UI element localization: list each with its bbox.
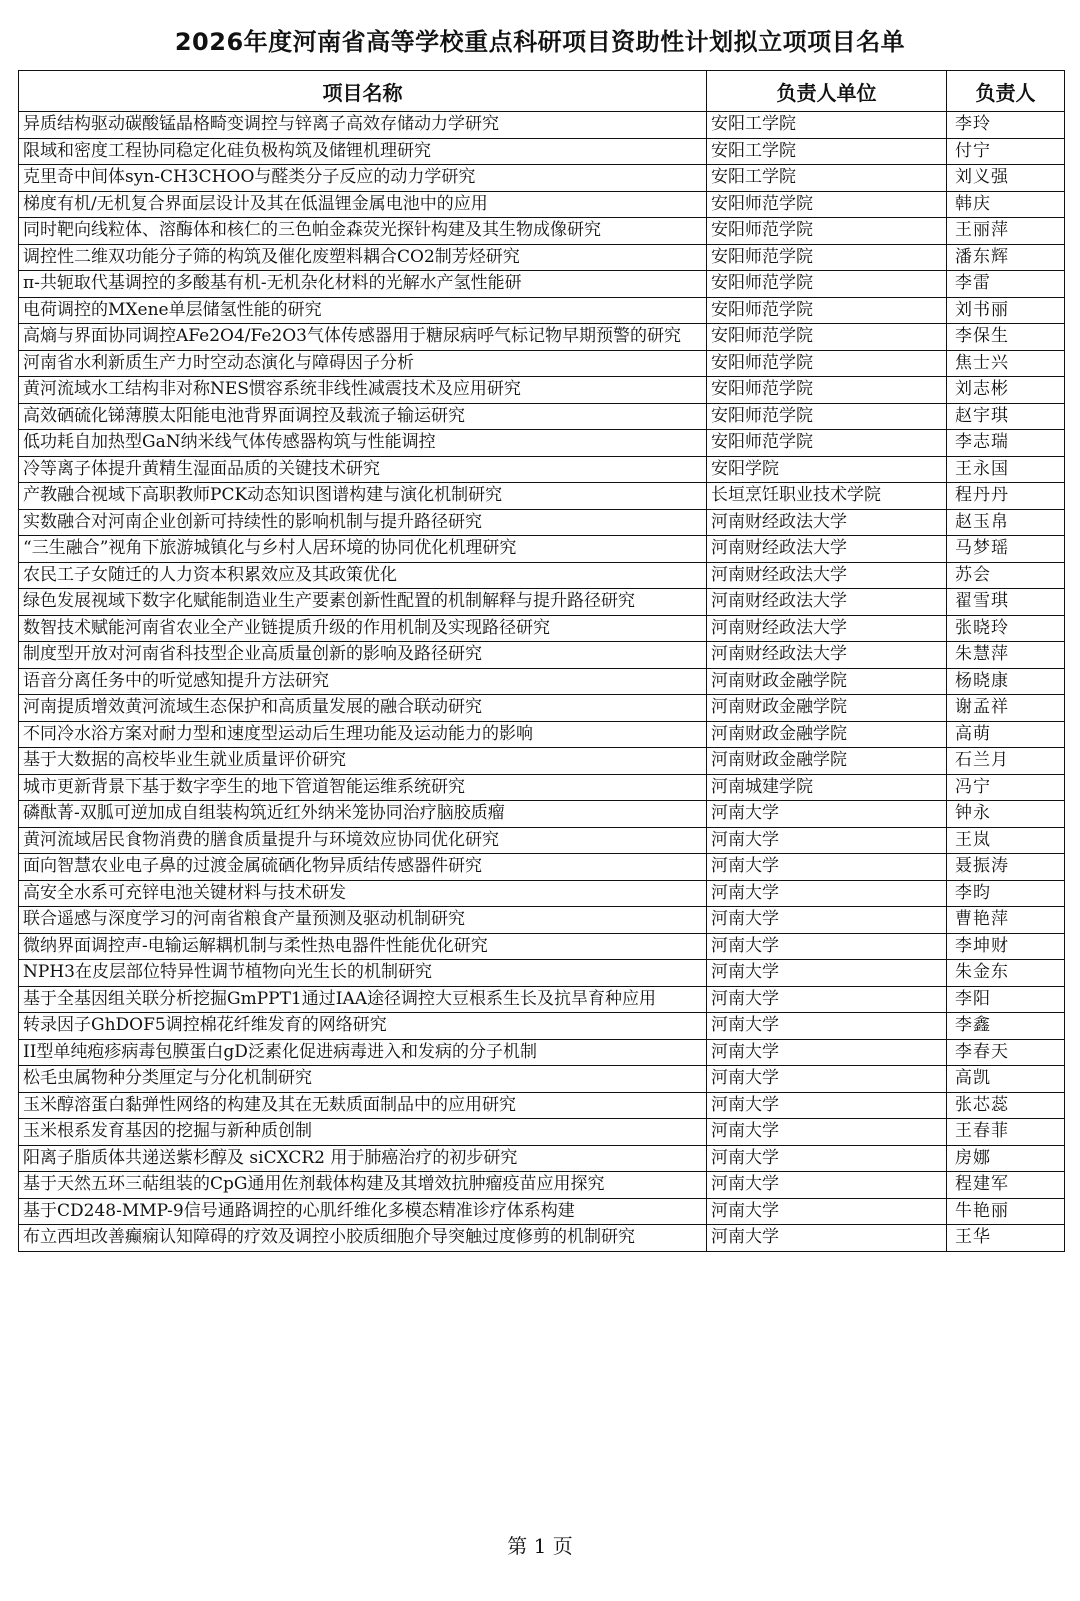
- unit-cell: 安阳学院: [707, 456, 947, 483]
- unit-cell: 安阳师范学院: [707, 297, 947, 324]
- project-name-cell: 异质结构驱动碳酸锰晶格畸变调控与锌离子高效存储动力学研究: [19, 112, 707, 139]
- person-cell: 潘东辉: [947, 244, 1065, 271]
- table-row: [19, 403, 1065, 430]
- table-row: [19, 165, 1065, 192]
- table-row: [19, 430, 1065, 457]
- project-name-cell: 玉米根系发育基因的挖掘与新种质创制: [19, 1119, 707, 1146]
- project-name-cell: 产教融合视域下高职教师PCK动态知识图谱构建与演化机制研究: [19, 483, 707, 510]
- unit-cell: 安阳师范学院: [707, 218, 947, 245]
- project-name-cell: 面向智慧农业电子鼻的过渡金属硫硒化物异质结传感器件研究: [19, 854, 707, 881]
- person-cell: 付宁: [947, 138, 1065, 165]
- project-name-cell: 不同冷水浴方案对耐力型和速度型运动后生理功能及运动能力的影响: [19, 721, 707, 748]
- project-name-cell: 微纳界面调控声-电输运解耦机制与柔性热电器件性能优化研究: [19, 933, 707, 960]
- unit-cell: 河南大学: [707, 1092, 947, 1119]
- table-row: [19, 827, 1065, 854]
- unit-cell: 河南财经政法大学: [707, 615, 947, 642]
- project-name-cell: 联合遥感与深度学习的河南省粮食产量预测及驱动机制研究: [19, 907, 707, 934]
- person-cell: 高萌: [947, 721, 1065, 748]
- unit-cell: 安阳工学院: [707, 112, 947, 139]
- table-row: [19, 191, 1065, 218]
- unit-cell: 河南财经政法大学: [707, 509, 947, 536]
- unit-cell: 安阳师范学院: [707, 377, 947, 404]
- person-cell: 程建军: [947, 1172, 1065, 1199]
- person-cell: 李鑫: [947, 1013, 1065, 1040]
- person-cell: 李春天: [947, 1039, 1065, 1066]
- person-cell: 钟永: [947, 801, 1065, 828]
- table-body: [19, 112, 1065, 1252]
- person-cell: 李玲: [947, 112, 1065, 139]
- unit-cell: 河南大学: [707, 1172, 947, 1199]
- table-row: [19, 774, 1065, 801]
- person-cell: 苏会: [947, 562, 1065, 589]
- person-cell: 曹艳萍: [947, 907, 1065, 934]
- unit-cell: 安阳师范学院: [707, 403, 947, 430]
- project-name-cell: II型单纯疱疹病毒包膜蛋白gD泛素化促进病毒进入和发病的分子机制: [19, 1039, 707, 1066]
- project-name-cell: 冷等离子体提升黄精生湿面品质的关键技术研究: [19, 456, 707, 483]
- page-title: 2026年度河南省高等学校重点科研项目资助性计划拟立项项目名单: [174, 28, 906, 56]
- unit-cell: 河南财经政法大学: [707, 536, 947, 563]
- project-name-cell: π-共轭取代基调控的多酸基有机-无机杂化材料的光解水产氢性能研: [19, 271, 707, 298]
- project-name-cell: 同时靶向线粒体、溶酶体和核仁的三色帕金森荧光探针构建及其生物成像研究: [19, 218, 707, 245]
- project-name-cell: 松毛虫属物种分类厘定与分化机制研究: [19, 1066, 707, 1093]
- unit-cell: 长垣烹饪职业技术学院: [707, 483, 947, 510]
- unit-cell: 河南大学: [707, 986, 947, 1013]
- unit-cell: 河南大学: [707, 1066, 947, 1093]
- table-row: [19, 615, 1065, 642]
- table-row: [19, 801, 1065, 828]
- person-cell: 张晓玲: [947, 615, 1065, 642]
- unit-cell: 河南大学: [707, 1145, 947, 1172]
- person-cell: 王永国: [947, 456, 1065, 483]
- project-name-cell: 高安全水系可充锌电池关键材料与技术研发: [19, 880, 707, 907]
- project-name-cell: 玉米醇溶蛋白黏弹性网络的构建及其在无麸质面制品中的应用研究: [19, 1092, 707, 1119]
- unit-cell: 河南财政金融学院: [707, 721, 947, 748]
- table-row: [19, 960, 1065, 987]
- person-cell: 李保生: [947, 324, 1065, 351]
- project-name-cell: 高效硒硫化锑薄膜太阳能电池背界面调控及载流子输运研究: [19, 403, 707, 430]
- table-row: [19, 1198, 1065, 1225]
- header-project-name: 项目名称: [19, 71, 707, 112]
- person-cell: 房娜: [947, 1145, 1065, 1172]
- project-name-cell: 河南省水利新质生产力时空动态演化与障碍因子分析: [19, 350, 707, 377]
- table-row: [19, 112, 1065, 139]
- person-cell: 朱金东: [947, 960, 1065, 987]
- unit-cell: 安阳师范学院: [707, 430, 947, 457]
- project-name-cell: 基于天然五环三萜组装的CpG通用佐剂载体构建及其增效抗肿瘤疫苗应用探究: [19, 1172, 707, 1199]
- project-name-cell: 布立西坦改善癫痫认知障碍的疗效及调控小胶质细胞介导突触过度修剪的机制研究: [19, 1225, 707, 1252]
- table-row: [19, 907, 1065, 934]
- unit-cell: 安阳师范学院: [707, 271, 947, 298]
- unit-cell: 河南大学: [707, 1013, 947, 1040]
- person-cell: 冯宁: [947, 774, 1065, 801]
- table-row: [19, 218, 1065, 245]
- project-table: [18, 70, 1065, 1252]
- table-row: [19, 562, 1065, 589]
- person-cell: 赵玉帛: [947, 509, 1065, 536]
- unit-cell: 河南大学: [707, 880, 947, 907]
- project-name-cell: 绿色发展视域下数字化赋能制造业生产要素创新性配置的机制解释与提升路径研究: [19, 589, 707, 616]
- unit-cell: 河南大学: [707, 854, 947, 881]
- person-cell: 赵宇琪: [947, 403, 1065, 430]
- table-row: [19, 244, 1065, 271]
- unit-cell: 河南大学: [707, 960, 947, 987]
- project-name-cell: 黄河流域居民食物消费的膳食质量提升与环境效应协同优化研究: [19, 827, 707, 854]
- header-unit: 负责人单位: [707, 71, 947, 112]
- person-cell: 王丽萍: [947, 218, 1065, 245]
- table-row: [19, 138, 1065, 165]
- project-name-cell: 农民工子女随迁的人力资本积累效应及其政策优化: [19, 562, 707, 589]
- person-cell: 李昀: [947, 880, 1065, 907]
- page-number: 第 1 页: [507, 1534, 573, 1558]
- project-name-cell: 克里奇中间体syn-CH3CHOO与醛类分子反应的动力学研究: [19, 165, 707, 192]
- project-name-cell: 低功耗自加热型GaN纳米线气体传感器构筑与性能调控: [19, 430, 707, 457]
- table-row: [19, 1013, 1065, 1040]
- person-cell: 张芯蕊: [947, 1092, 1065, 1119]
- person-cell: 焦士兴: [947, 350, 1065, 377]
- table-row: [19, 642, 1065, 669]
- project-name-cell: 转录因子GhDOF5调控棉花纤维发育的网络研究: [19, 1013, 707, 1040]
- table-row: [19, 1066, 1065, 1093]
- person-cell: 李雷: [947, 271, 1065, 298]
- table-row: [19, 456, 1065, 483]
- project-name-cell: 磷酞菁-双胍可逆加成自组装构筑近红外纳米笼协同治疗脑胶质瘤: [19, 801, 707, 828]
- person-cell: 刘义强: [947, 165, 1065, 192]
- unit-cell: 河南大学: [707, 1198, 947, 1225]
- unit-cell: 河南城建学院: [707, 774, 947, 801]
- table-row: [19, 1172, 1065, 1199]
- project-name-cell: 数智技术赋能河南省农业全产业链提质升级的作用机制及实现路径研究: [19, 615, 707, 642]
- table-row: [19, 536, 1065, 563]
- project-name-cell: 基于大数据的高校毕业生就业质量评价研究: [19, 748, 707, 775]
- unit-cell: 河南财政金融学院: [707, 695, 947, 722]
- person-cell: 刘书丽: [947, 297, 1065, 324]
- table-row: [19, 1119, 1065, 1146]
- unit-cell: 河南财经政法大学: [707, 562, 947, 589]
- header-person: 负责人: [947, 71, 1065, 112]
- table-row: [19, 324, 1065, 351]
- table-header-row: [19, 71, 1065, 112]
- unit-cell: 河南大学: [707, 1119, 947, 1146]
- project-name-cell: 基于全基因组关联分析挖掘GmPPT1通过IAA途径调控大豆根系生长及抗旱育种应用: [19, 986, 707, 1013]
- person-cell: 王春菲: [947, 1119, 1065, 1146]
- unit-cell: 河南财政金融学院: [707, 748, 947, 775]
- project-name-cell: 黄河流域水工结构非对称NES惯容系统非线性减震技术及应用研究: [19, 377, 707, 404]
- person-cell: 朱慧萍: [947, 642, 1065, 669]
- table-row: [19, 377, 1065, 404]
- project-name-cell: 调控性二维双功能分子筛的构筑及催化废塑料耦合CO2制芳烃研究: [19, 244, 707, 271]
- project-name-cell: NPH3在皮层部位特异性调节植物向光生长的机制研究: [19, 960, 707, 987]
- project-name-cell: 城市更新背景下基于数字孪生的地下管道智能运维系统研究: [19, 774, 707, 801]
- table-row: [19, 880, 1065, 907]
- table-row: [19, 668, 1065, 695]
- person-cell: 韩庆: [947, 191, 1065, 218]
- table-row: [19, 271, 1065, 298]
- unit-cell: 河南大学: [707, 827, 947, 854]
- person-cell: 石兰月: [947, 748, 1065, 775]
- person-cell: 高凯: [947, 1066, 1065, 1093]
- table-row: [19, 509, 1065, 536]
- unit-cell: 安阳师范学院: [707, 191, 947, 218]
- project-name-cell: 电荷调控的MXene单层储氢性能的研究: [19, 297, 707, 324]
- unit-cell: 河南大学: [707, 801, 947, 828]
- unit-cell: 安阳师范学院: [707, 350, 947, 377]
- unit-cell: 河南财经政法大学: [707, 589, 947, 616]
- project-name-cell: 高熵与界面协同调控AFe2O4/Fe2O3气体传感器用于糖尿病呼气标记物早期预警的研究: [19, 324, 707, 351]
- project-name-cell: 基于CD248-MMP-9信号通路调控的心肌纤维化多模态精准诊疗体系构建: [19, 1198, 707, 1225]
- table-row: [19, 1225, 1065, 1252]
- table-row: [19, 986, 1065, 1013]
- unit-cell: 安阳师范学院: [707, 244, 947, 271]
- person-cell: 杨晓康: [947, 668, 1065, 695]
- table-row: [19, 695, 1065, 722]
- person-cell: 谢孟祥: [947, 695, 1065, 722]
- table-row: [19, 483, 1065, 510]
- table-row: [19, 1145, 1065, 1172]
- unit-cell: 安阳工学院: [707, 138, 947, 165]
- unit-cell: 河南财经政法大学: [707, 642, 947, 669]
- table-row: [19, 1039, 1065, 1066]
- table-row: [19, 1092, 1065, 1119]
- table-row: [19, 589, 1065, 616]
- person-cell: 李阳: [947, 986, 1065, 1013]
- project-name-cell: 阳离子脂质体共递送紫杉醇及 siCXCR2 用于肺癌治疗的初步研究: [19, 1145, 707, 1172]
- unit-cell: 安阳工学院: [707, 165, 947, 192]
- project-name-cell: 河南提质增效黄河流域生态保护和高质量发展的融合联动研究: [19, 695, 707, 722]
- unit-cell: 河南大学: [707, 933, 947, 960]
- table-row: [19, 297, 1065, 324]
- project-name-cell: 梯度有机/无机复合界面层设计及其在低温锂金属电池中的应用: [19, 191, 707, 218]
- person-cell: 刘志彬: [947, 377, 1065, 404]
- unit-cell: 河南大学: [707, 1225, 947, 1252]
- project-name-cell: 语音分离任务中的听觉感知提升方法研究: [19, 668, 707, 695]
- person-cell: 聂振涛: [947, 854, 1065, 881]
- table-row: [19, 933, 1065, 960]
- unit-cell: 河南大学: [707, 1039, 947, 1066]
- project-name-cell: 实数融合对河南企业创新可持续性的影响机制与提升路径研究: [19, 509, 707, 536]
- unit-cell: 河南大学: [707, 907, 947, 934]
- person-cell: 翟雪琪: [947, 589, 1065, 616]
- table-row: [19, 748, 1065, 775]
- project-name-cell: “三生融合”视角下旅游城镇化与乡村人居环境的协同优化机理研究: [19, 536, 707, 563]
- person-cell: 李坤财: [947, 933, 1065, 960]
- person-cell: 王岚: [947, 827, 1065, 854]
- person-cell: 李志瑞: [947, 430, 1065, 457]
- table-row: [19, 350, 1065, 377]
- project-name-cell: 限域和密度工程协同稳定化硅负极构筑及储锂机理研究: [19, 138, 707, 165]
- unit-cell: 河南财政金融学院: [707, 668, 947, 695]
- person-cell: 马梦瑶: [947, 536, 1065, 563]
- project-name-cell: 制度型开放对河南省科技型企业高质量创新的影响及路径研究: [19, 642, 707, 669]
- unit-cell: 安阳师范学院: [707, 324, 947, 351]
- person-cell: 王华: [947, 1225, 1065, 1252]
- table-row: [19, 854, 1065, 881]
- table-row: [19, 721, 1065, 748]
- person-cell: 牛艳丽: [947, 1198, 1065, 1225]
- person-cell: 程丹丹: [947, 483, 1065, 510]
